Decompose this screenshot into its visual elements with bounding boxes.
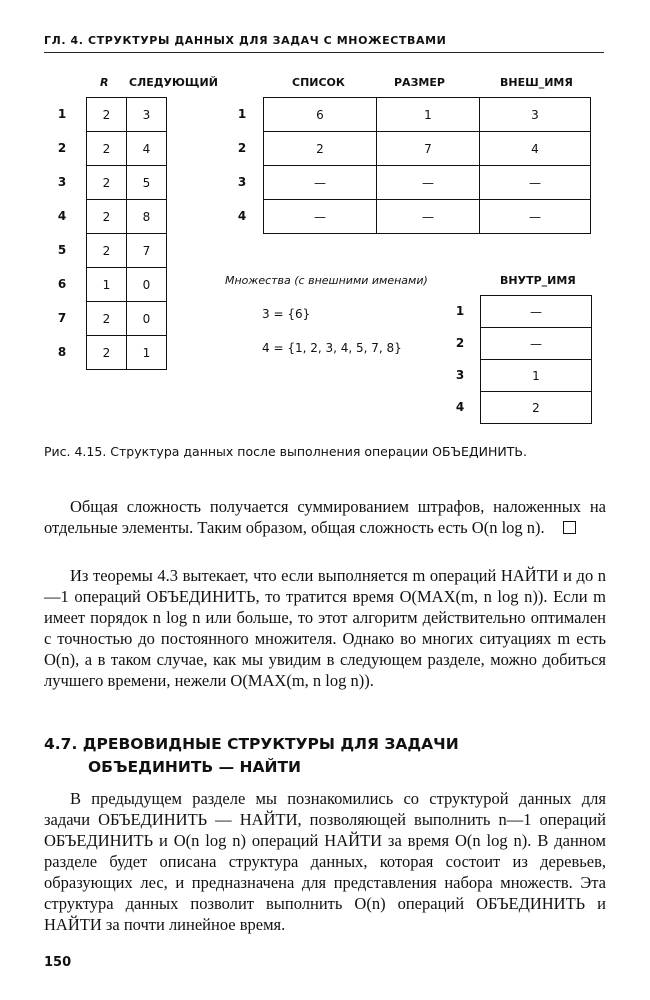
- table2-header-size: РАЗМЕР: [394, 76, 445, 89]
- cell-next: 1: [127, 336, 167, 370]
- row-label: 2: [455, 336, 465, 350]
- para3-text: В предыдущем разделе мы познакомились со структурой данных для задачи ОБЪЕДИНИТЬ — НАЙТИ, позволяющей выполнить n—1 операций ОБЪЕДИНИТЬ и O(n log n) операций НАЙТИ за время O(n log n). В данном разделе будет описана структура данных, которая состоит из деревьев, образующих лес, и предназначена для представления набора множеств. Эта структура данных позволит выполнить O(n) операций ОБЪЕДИНИТЬ и НАЙТИ за почти линейное время.: [44, 789, 606, 934]
- table-row: [87, 166, 167, 200]
- table1-row-labels: [52, 97, 72, 369]
- table3-row-labels: [450, 295, 470, 423]
- table-row: [481, 296, 592, 328]
- row-label: 1: [57, 107, 67, 121]
- cell-ext-name: —: [480, 166, 591, 200]
- cell-r: 2: [87, 302, 127, 336]
- table-row: [264, 132, 591, 166]
- row-label: 4: [455, 400, 465, 414]
- section-title: [44, 733, 606, 779]
- cell-r: 2: [87, 336, 127, 370]
- section-title-line2: ОБЪЕДИНИТЬ — НАЙТИ: [88, 758, 302, 776]
- row-label: 2: [237, 141, 247, 155]
- table1-header-r: R: [100, 76, 109, 89]
- running-head: ГЛ. 4. СТРУКТУРЫ ДАННЫХ ДЛЯ ЗАДАЧ С МНОЖЕСТВАМИ: [44, 34, 447, 47]
- table-row: [264, 200, 591, 234]
- cell-r: 2: [87, 98, 127, 132]
- table-row: [87, 336, 167, 370]
- cell-int-name: 1: [481, 360, 592, 392]
- table-row: [87, 302, 167, 336]
- table2-header-ext-name: ВНЕШ_ИМЯ: [500, 76, 573, 89]
- cell-r: 2: [87, 166, 127, 200]
- body-paragraph-2: [44, 565, 606, 691]
- cell-int-name: 2: [481, 392, 592, 424]
- table2-list-size-ext: [263, 97, 591, 234]
- para1-text: Общая сложность получается суммированием штрафов, наложенных на отдельные элементы. Таким образом, общая сложность есть O(n log n).: [44, 497, 606, 537]
- body-paragraph-3: [44, 788, 606, 935]
- row-label: 1: [455, 304, 465, 318]
- cell-r: 1: [87, 268, 127, 302]
- set-line: 4 = {1, 2, 3, 4, 5, 7, 8}: [262, 341, 402, 355]
- cell-next: 4: [127, 132, 167, 166]
- cell-ext-name: 3: [480, 98, 591, 132]
- table-row: [264, 98, 591, 132]
- row-label: 4: [57, 209, 67, 223]
- row-label: 3: [57, 175, 67, 189]
- set-line: 3 = {6}: [262, 307, 311, 321]
- cell-r: 2: [87, 132, 127, 166]
- cell-size: —: [377, 200, 480, 234]
- cell-ext-name: —: [480, 200, 591, 234]
- cell-next: 5: [127, 166, 167, 200]
- table-row: [87, 200, 167, 234]
- table-row: [87, 132, 167, 166]
- page-number: 150: [44, 955, 72, 970]
- cell-list: —: [264, 166, 377, 200]
- table2-header-list: СПИСОК: [292, 76, 345, 89]
- row-label: 2: [57, 141, 67, 155]
- cell-next: 0: [127, 302, 167, 336]
- cell-r: 2: [87, 200, 127, 234]
- row-label: 3: [237, 175, 247, 189]
- table-row: [481, 328, 592, 360]
- cell-ext-name: 4: [480, 132, 591, 166]
- body-paragraph-1: [44, 496, 606, 538]
- cell-size: 1: [377, 98, 480, 132]
- table-row: [481, 392, 592, 424]
- row-label: 6: [57, 277, 67, 291]
- cell-size: —: [377, 166, 480, 200]
- table1-header-next: СЛЕДУЮЩИЙ: [129, 76, 218, 89]
- cell-list: —: [264, 200, 377, 234]
- table1-r-next: [86, 97, 167, 370]
- figure-caption: Рис. 4.15. Структура данных после выполнения операции ОБЪЕДИНИТЬ.: [44, 444, 527, 459]
- table3-int-name: [480, 295, 592, 424]
- cell-next: 0: [127, 268, 167, 302]
- row-label: 8: [57, 345, 67, 359]
- figure: [0, 0, 650, 440]
- cell-int-name: —: [481, 296, 592, 328]
- table3-header-int-name: ВНУТР_ИМЯ: [500, 274, 576, 287]
- table-row: [87, 234, 167, 268]
- row-label: 4: [237, 209, 247, 223]
- cell-next: 3: [127, 98, 167, 132]
- row-label: 7: [57, 311, 67, 325]
- table-row: [481, 360, 592, 392]
- para2-text: Из теоремы 4.3 вытекает, что если выполняется m операций НАЙТИ и до n—1 операций ОБЪЕДИНИТЬ, то тратится время O(MAX(m, n log n)). Если m имеет порядок n log n или больше, то этот алгоритм действительно оптимален с точностью до постоянного множителя. Однако во многих ситуациях m есть O(n), а в таком случае, как мы увидим в следующем разделе, можно добиться лучшего времени, нежели O(MAX(m, n log n)).: [44, 566, 606, 690]
- row-label: 1: [237, 107, 247, 121]
- qed-square-icon: [563, 521, 576, 534]
- table2-row-labels: [232, 97, 252, 233]
- cell-r: 2: [87, 234, 127, 268]
- cell-list: 2: [264, 132, 377, 166]
- sets-title: Множества (с внешними именами): [225, 274, 428, 287]
- row-label: 5: [57, 243, 67, 257]
- cell-next: 7: [127, 234, 167, 268]
- cell-list: 6: [264, 98, 377, 132]
- row-label: 3: [455, 368, 465, 382]
- cell-size: 7: [377, 132, 480, 166]
- table-row: [87, 268, 167, 302]
- table-row: [87, 98, 167, 132]
- section-title-line1: 4.7. ДРЕВОВИДНЫЕ СТРУКТУРЫ ДЛЯ ЗАДАЧИ: [44, 735, 459, 753]
- cell-int-name: —: [481, 328, 592, 360]
- cell-next: 8: [127, 200, 167, 234]
- table-row: [264, 166, 591, 200]
